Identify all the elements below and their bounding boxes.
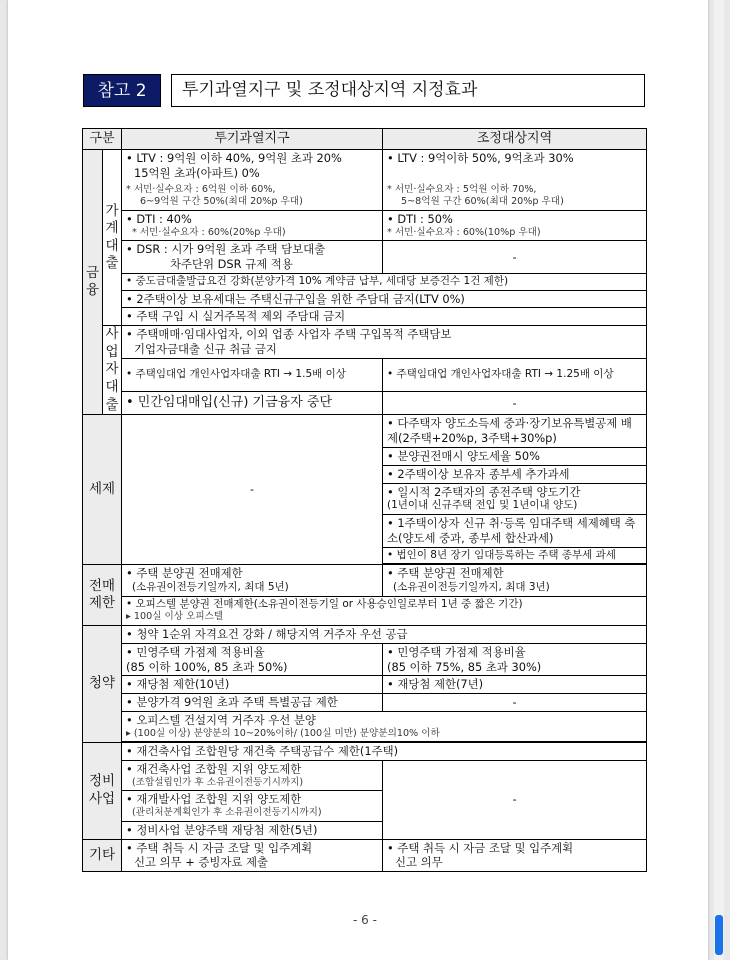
tax-rule-1: • 다주택자 양도소득세 중과·장기보유특별공제 배제(2주택+20%p, 3주택+30%p) (383, 415, 647, 448)
category-etc: 기타 (83, 839, 122, 872)
page-title: 투기과열지구 및 조정대상지역 지정효과 (171, 74, 645, 107)
table-row (83, 625, 647, 643)
special-supply-speculation: • 분양가격 9억원 초과 주택 특별공급 제한 (122, 694, 383, 712)
title-bar (83, 74, 645, 107)
table-row (83, 643, 647, 676)
officetel-resale-rule: • 오피스텔 분양권 전매제한(소유권이전등기일 or 사용승인일로부터 1년 중 짧은 기간) ▸ 100실 이상 오피스텔 (122, 596, 647, 625)
table-row (83, 743, 647, 761)
table-row (83, 150, 647, 211)
table-row (83, 326, 647, 359)
purchase-rule: • 주택 구입 시 실거주목적 제외 주담대 금지 (122, 308, 647, 326)
officetel-subscription-rule: • 오피스텔 건설지역 거주자 우선 분양 ▸ (100실 이상) 분양분의 10~20%이하/ (100실 미만) 분양분의10% 이하 (122, 712, 647, 742)
tax-rule-3: • 2주택이상 보유자 종부세 추가과세 (383, 465, 647, 483)
table-header-row (83, 129, 647, 150)
category-redevelopment: 정비사업 (83, 743, 122, 839)
table-row (83, 211, 647, 241)
rewin-speculation: • 재당첨 제한(10년) (122, 676, 383, 694)
special-supply-adjustment: - (383, 694, 647, 712)
midloan-rule: • 중도금대출발급요건 강화(분양가격 10% 계약금 납부, 세대당 보증건수 1건 제한) (122, 273, 647, 290)
rental-speculation: • 민간임대매입(신규) 기금융자 중단 (122, 392, 383, 415)
table-row (83, 359, 647, 392)
subcategory-business: 사업자대출 (103, 326, 122, 415)
tax-rule-2: • 분양권전매시 양도세율 50% (383, 447, 647, 465)
table-row (83, 761, 647, 791)
redevelopment-transfer-rule: • 재개발사업 조합원 지위 양도제한 (관리처분계획인가 후 소유권이전등기시까지) (122, 791, 383, 821)
reference-badge: 참고 2 (83, 74, 161, 107)
subscription-rule-1: • 청약 1순위 자격요건 강화 / 해당지역 거주자 우선 공급 (122, 625, 647, 643)
resale-adjustment: • 주택 분양권 전매제한 (소유권이전등기일까지, 최대 3년) (383, 565, 647, 596)
tax-rule-6: • 법인이 8년 장기 임대등록하는 주택 종부세 과세 (383, 547, 647, 564)
category-tax: 세제 (83, 415, 122, 565)
table-row (83, 596, 647, 625)
table-row (83, 392, 647, 415)
comparison-table (82, 128, 647, 872)
rewin-adjustment: • 재당첨 제한(7년) (383, 676, 647, 694)
dti-adjustment: • DTI : 50% * 서민·실수요자 : 60%(10%p 우대) (383, 211, 647, 241)
business-loan-rule: • 주택매매·임대사업자, 이외 업종 사업자 주택 구입목적 주택담보 기업자금대출 신규 취급 금지 (122, 326, 647, 359)
table-row (83, 694, 647, 712)
tax-rule-5: • 1주택이상자 신규 취·등록 임대주택 세제혜택 축소(양도세 중과, 종부세 합산과세) (383, 515, 647, 548)
redevelopment-rule-1: • 재건축사업 조합원당 재건축 주택공급수 제한(1주택) (122, 743, 647, 761)
ltv-speculation: • LTV : 9억원 이하 40%, 9억원 초과 20% 15억원 초과(아파트) 0% * 서민·실수요자 : 6억원 이하 60%, 6~9억원 구간 50%(최대 20%p 우대) (122, 150, 383, 211)
table-row (83, 415, 647, 448)
dsr-speculation: • DSR : 시가 9억원 초과 주택 담보대출 차주단위 DSR 규제 적용 (122, 241, 383, 274)
ltv-adjustment: • LTV : 9억이하 50%, 9억초과 30% * 서민·실수요자 : 5억원 이하 70%, 5~8억원 구간 60%(최대 20%p 우대) (383, 150, 647, 211)
two-house-rule: • 2주택이상 보유세대는 주택신규구입을 위한 주담대 금지(LTV 0%) (122, 290, 647, 308)
redevelopment-rewin-rule: • 정비사업 분양주택 재당첨 제한(5년) (122, 821, 383, 839)
category-resale: 전매제한 (83, 565, 122, 626)
header-category: 구분 (83, 129, 122, 150)
reconstruction-transfer-rule: • 재건축사업 조합원 지위 양도제한 (조합설립인가 후 소유권이전등기시까지) (122, 761, 383, 791)
redevelopment-adjustment: - (383, 761, 647, 839)
etc-speculation: • 주택 취득 시 자금 조달 및 입주계획 신고 의무 + 증빙자료 제출 (122, 839, 383, 872)
point-system-adjustment: • 민영주택 가점제 적용비율 (85 이하 75%, 85 초과 30%) (383, 643, 647, 676)
point-system-speculation: • 민영주택 가점제 적용비율 (85 이하 100%, 85 초과 50%) (122, 643, 383, 676)
etc-adjustment: • 주택 취득 시 자금 조달 및 입주계획 신고 의무 (383, 839, 647, 872)
tax-rule-4: • 일시적 2주택자의 종전주택 양도기간 (1년이내 신규주택 전입 및 1년이내 양도) (383, 483, 647, 514)
table-row (83, 676, 647, 694)
dti-speculation: • DTI : 40% * 서민·실수요자 : 60%(20%p 우대) (122, 211, 383, 241)
rti-speculation: • 주택임대업 개인사업자대출 RTI → 1.5배 이상 (122, 359, 383, 392)
subcategory-household: 가계대출 (103, 150, 122, 326)
header-speculation-zone: 투기과열지구 (122, 129, 383, 150)
table-row (83, 290, 647, 308)
tax-speculation: - (122, 415, 383, 565)
page-number: - 6 - (353, 913, 377, 927)
table-row (83, 308, 647, 326)
table-row (83, 839, 647, 872)
dsr-adjustment: - (383, 241, 647, 274)
rental-adjustment: - (383, 392, 647, 415)
category-finance: 금융 (83, 150, 103, 415)
table-row (83, 241, 647, 274)
resale-speculation: • 주택 분양권 전매제한 (소유권이전등기일까지, 최대 5년) (122, 565, 383, 596)
table-row (83, 273, 647, 290)
header-adjustment-zone: 조정대상지역 (383, 129, 647, 150)
table-row (83, 712, 647, 742)
table-row (83, 565, 647, 596)
scrollbar[interactable] (714, 0, 724, 960)
rti-adjustment: • 주택임대업 개인사업자대출 RTI → 1.25배 이상 (383, 359, 647, 392)
category-subscription: 청약 (83, 625, 122, 742)
